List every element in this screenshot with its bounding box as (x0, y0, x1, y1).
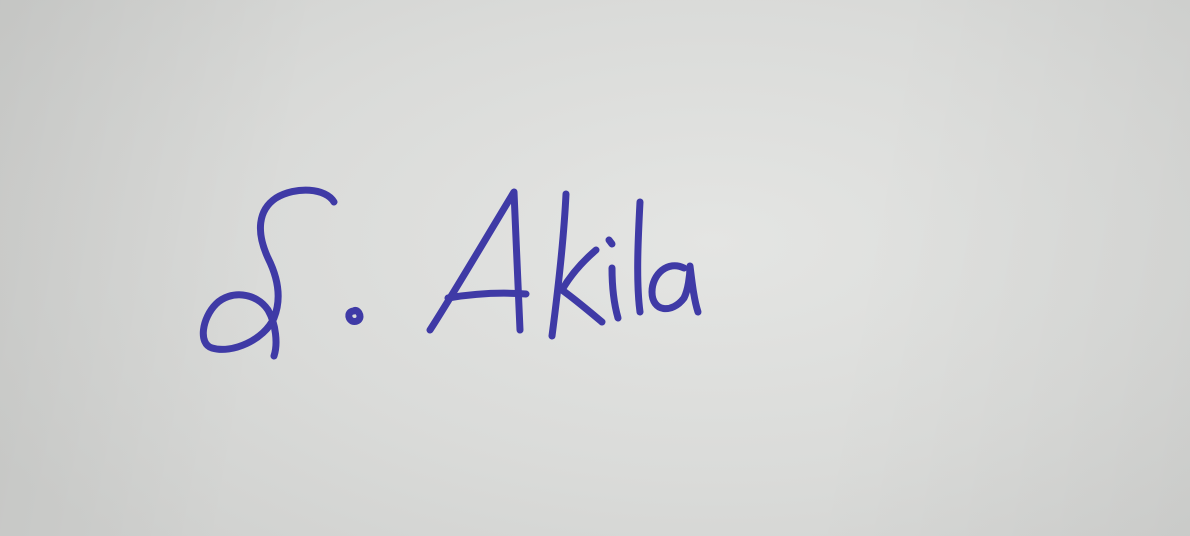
signature-letter-s (203, 190, 334, 356)
signature-letter-i-dot (609, 240, 612, 244)
signature-letter-k-arms (562, 250, 602, 322)
signature-letter-l (638, 202, 640, 312)
signature-letter-a (430, 192, 520, 330)
signature-letter-i (612, 268, 618, 318)
signature-letter-a-crossbar (448, 293, 526, 298)
signature-period (349, 310, 360, 321)
signature-letter-k-stem (552, 194, 566, 336)
signature-letter-final-a (652, 266, 698, 312)
